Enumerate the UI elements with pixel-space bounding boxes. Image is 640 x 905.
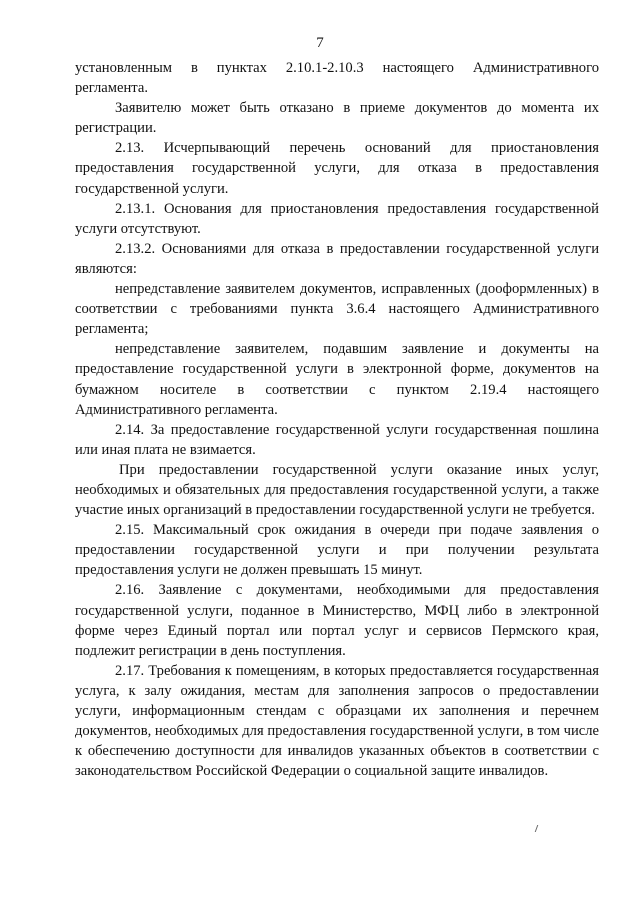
paragraph-2-13-1: 2.13.1. Основания для приостановления предоставления государственной услуги отсутствуют.	[75, 200, 599, 237]
paragraph-other-services: При предоставлении государственной услуги оказание иных услуг, необходимых и обязательных для предоставления государственной услуги, а также участие иных организаций в предоставлении государственной услуги не требуется.	[75, 461, 599, 519]
page-number: 7	[316, 35, 324, 51]
paragraph-2-13: 2.13. Исчерпывающий перечень оснований для приостановления предоставления государственной услуги, для отказа в предоставления государственной услуги.	[75, 140, 599, 197]
paragraph-continuation: установленным в пунктах 2.10.1-2.10.3 настоящего Административного регламента.	[75, 60, 599, 97]
paragraph-2-16: 2.16. Заявление с документами, необходимыми для предоставления государственной услуги, поданное в Министерство, МФЦ либо в электронной форме через Единый портал или портал услуг и сервисов Пермского края, подлежит регистрации в день поступления.	[75, 582, 599, 659]
paragraph-2-17: 2.17. Требования к помещениям, в которых предоставляется государственная услуга, к залу ожидания, местам для заполнения запросов о предоставлении услуги, информационным стендам с образцами их заполнения и перечнем документов, необходимых для предоставления государственной услуги, в том числе к обеспечению доступности для инвалидов указанных объектов в соответствии с законодательством Российской Федерации о социальной защите инвалидов.	[75, 662, 599, 780]
paragraph-2-13-2: 2.13.2. Основаниями для отказа в предоставлении государственной услуги являются:	[75, 240, 599, 277]
document-body	[75, 58, 599, 781]
paragraph-2-15: 2.15. Максимальный срок ожидания в очереди при подаче заявления о предоставлении государственной услуги и при получении результата предоставления услуги не должен превышать 15 минут.	[75, 522, 599, 579]
scan-mark	[535, 825, 543, 832]
paragraph-refusal-reason-2: непредставление заявителем, подавшим заявление и документы на предоставление государственной услуги в электронной форме, документов на бумажном носителе в соответствии с пунктом 2.19.4 настоящего Административного регламента.	[75, 341, 599, 418]
paragraph-2-14: 2.14. За предоставление государственной услуги государственная пошлина или иная плата не взимается.	[75, 421, 599, 458]
paragraph-refusal-before-registration: Заявителю может быть отказано в приеме документов до момента их регистрации.	[75, 100, 599, 137]
paragraph-refusal-reason-1: непредставление заявителем документов, исправленных (дооформленных) в соответствии с требованиями пункта 3.6.4 настоящего Административного регламента;	[75, 281, 599, 338]
